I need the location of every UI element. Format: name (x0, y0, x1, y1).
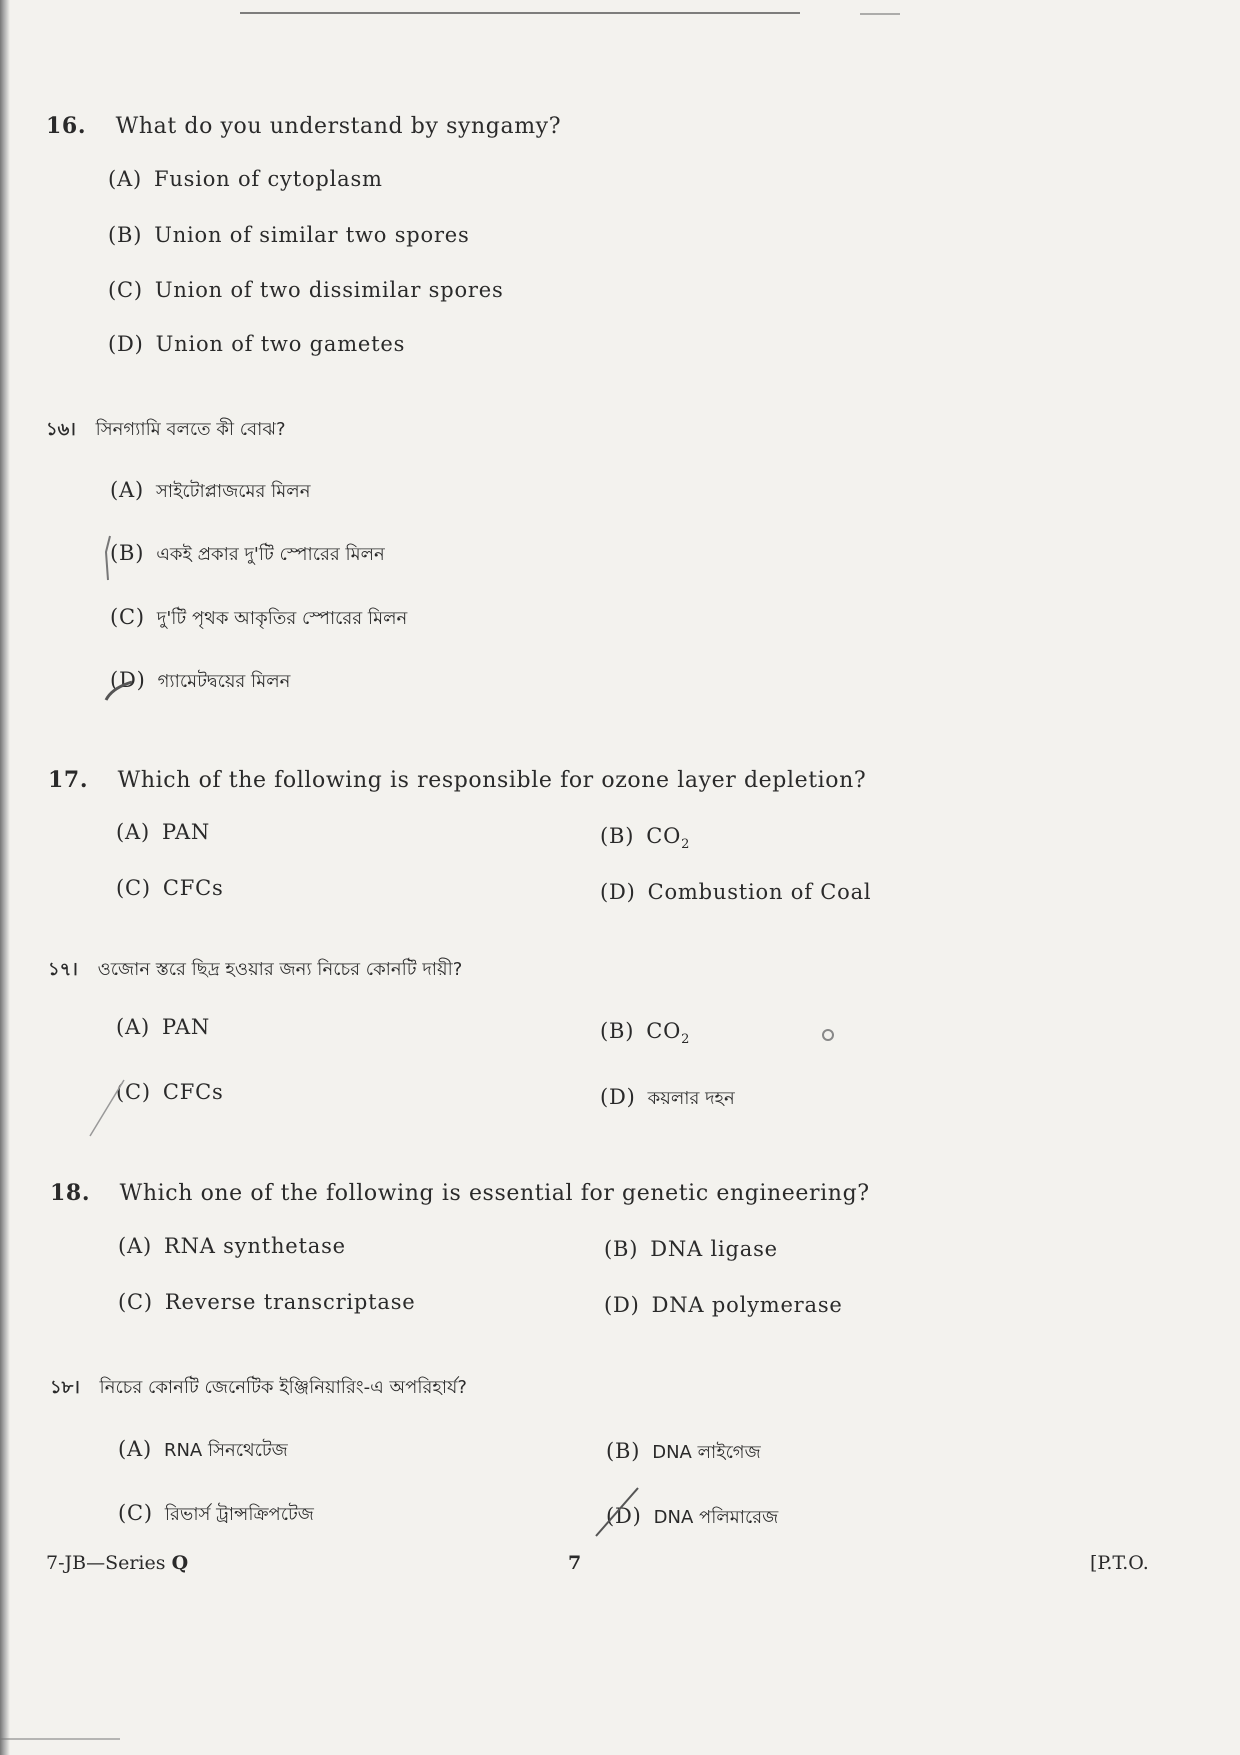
scan-line-bottom (0, 1738, 120, 1740)
option-text: CO (646, 824, 682, 848)
option-label: (A) (116, 820, 150, 844)
question-number: ১৬। (46, 419, 76, 440)
option-text: একই প্রকার দু'টি স্পোরের মিলন (156, 544, 385, 565)
option-label: (A) (118, 1437, 152, 1461)
question-number: 16. (46, 113, 87, 139)
option-18bn-b (606, 1438, 761, 1469)
series-letter: Q (171, 1552, 189, 1574)
option-16-b (108, 223, 470, 247)
option-label: (B) (600, 1019, 635, 1043)
pencil-tick-mark (592, 1482, 652, 1542)
option-label: (D) (604, 1293, 640, 1317)
subscript: 2 (681, 1032, 691, 1048)
question-number: 17. (48, 767, 89, 793)
option-16-c (108, 278, 504, 302)
option-18-d (604, 1293, 843, 1317)
footer-page-number: 7 (568, 1552, 582, 1574)
option-18bn-c (118, 1500, 314, 1531)
option-label: (A) (118, 1234, 152, 1258)
option-text: CFCs (162, 876, 224, 900)
pencil-tick-mark (84, 1072, 144, 1142)
option-text: PAN (161, 1015, 211, 1039)
option-text: কয়লার দহন (647, 1088, 735, 1109)
option-text: Combustion of Coal (647, 880, 872, 904)
scan-line-top (240, 12, 800, 14)
option-text: Union of two dissimilar spores (154, 278, 504, 302)
option-label: (D) (110, 668, 146, 692)
option-label: (C) (116, 1080, 151, 1104)
option-18-c (118, 1290, 416, 1314)
option-label: (A) (110, 478, 144, 502)
question-number: ১৮। (50, 1377, 80, 1398)
footer-series (46, 1552, 188, 1574)
option-text: Union of similar two spores (154, 223, 470, 247)
scan-line-top-short (860, 13, 900, 15)
option-text: Fusion of cytoplasm (153, 167, 383, 191)
option-16bn-b (110, 540, 385, 571)
option-label: (B) (600, 824, 635, 848)
option-text: CFCs (162, 1080, 224, 1104)
question-number: ১৭। (48, 959, 78, 980)
option-text: DNA ligase (650, 1237, 778, 1261)
option-label: (D) (606, 1504, 642, 1528)
option-17-c (116, 876, 224, 900)
option-text: DNA লাইগেজ (652, 1442, 761, 1463)
option-text: দু'টি পৃথক আকৃতির স্পোরের মিলন (156, 608, 408, 629)
option-text: RNA synthetase (163, 1234, 346, 1258)
scan-shadow-left (0, 0, 10, 1755)
question-text: Which of the following is responsible for ozone layer depletion? (117, 768, 867, 793)
question-text: নিচের কোনটি জেনেটিক ইঞ্জিনিয়ারিং-এ অপরিহার্য? (99, 1377, 467, 1398)
option-label: (A) (116, 1015, 150, 1039)
option-label: (D) (600, 1085, 636, 1109)
pencil-tick-mark (96, 532, 132, 584)
option-text: DNA পলিমারেজ (653, 1507, 779, 1528)
option-label: (B) (110, 541, 145, 565)
question-17-bn (48, 955, 462, 986)
question-text: ওজোন স্তরে ছিদ্র হওয়ার জন্য নিচের কোনটি দায়ী? (97, 959, 463, 980)
option-16bn-a (110, 477, 310, 508)
option-text: CO (646, 1019, 682, 1043)
option-text: DNA polymerase (651, 1293, 843, 1317)
option-label: (C) (116, 876, 151, 900)
question-number: 18. (50, 1180, 91, 1206)
footer-pto: [P.T.O. (1090, 1552, 1149, 1574)
option-label: (B) (108, 223, 143, 247)
option-17-a (116, 820, 210, 844)
option-16-a (108, 167, 383, 191)
option-label: (A) (108, 167, 142, 191)
question-18-bn (50, 1373, 467, 1404)
question-17-en (48, 767, 866, 793)
option-text: গ্যামেটদ্বয়ের মিলন (157, 671, 291, 692)
option-text: Union of two gametes (155, 332, 406, 356)
option-16-d (108, 332, 405, 356)
option-text: PAN (161, 820, 211, 844)
option-17-b (600, 824, 690, 852)
question-16-en (46, 113, 561, 139)
option-text: Reverse transcriptase (164, 1290, 416, 1314)
option-text: RNA সিনথেটেজ (163, 1440, 288, 1461)
pencil-tick-mark (102, 660, 142, 706)
option-text: সাইটোপ্লাজমের মিলন (155, 481, 311, 502)
option-18-b (604, 1237, 778, 1261)
option-17bn-d (600, 1084, 735, 1115)
question-text: What do you understand by syngamy? (115, 114, 562, 139)
option-label: (C) (118, 1501, 153, 1525)
option-label: (C) (110, 605, 145, 629)
option-17bn-a (116, 1015, 210, 1039)
option-label: (B) (604, 1237, 639, 1261)
pencil-dot-mark (820, 1025, 840, 1049)
question-16-bn (46, 415, 286, 446)
option-label: (D) (600, 880, 636, 904)
option-17-d (600, 880, 871, 904)
option-label: (C) (108, 278, 143, 302)
question-text: সিনগ্যামি বলতে কী বোঝ? (95, 419, 286, 440)
series-code: 7-JB—Series (46, 1552, 166, 1574)
option-17bn-b (600, 1019, 690, 1047)
option-label: (B) (606, 1439, 641, 1463)
option-text: রিভার্স ট্রান্সক্রিপটেজ (164, 1504, 314, 1525)
option-18-a (118, 1234, 346, 1258)
option-label: (C) (118, 1290, 153, 1314)
option-18bn-a (118, 1436, 288, 1467)
question-text: Which one of the following is essential for genetic engineering? (119, 1181, 870, 1206)
question-18-en (50, 1180, 870, 1206)
subscript: 2 (681, 837, 691, 853)
option-label: (D) (108, 332, 144, 356)
option-16bn-c (110, 604, 407, 635)
